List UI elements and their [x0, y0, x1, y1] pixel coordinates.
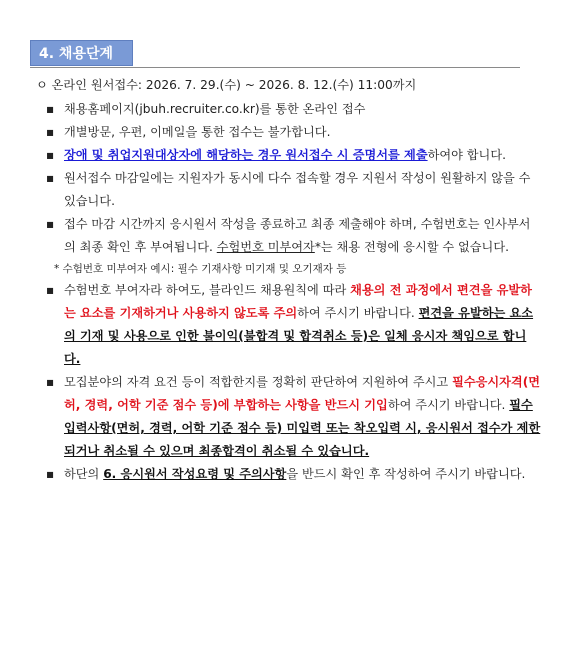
item-text: 을 반드시 확인 후 작성하여 주시기 바랍니다. — [286, 467, 526, 481]
list-item — [46, 279, 542, 371]
bullet-icon: ▪ — [46, 125, 55, 139]
bold-underlined-text: 필수입력사항(면허, 경력, 어학 기준 점수 등) 미입력 또는 착오입력 시, 응시원서 접수가 제한되거나 취소될 수 있으며 최종합격이 취소될 수 있습니다. — [64, 398, 541, 458]
bullet-icon: ▪ — [46, 375, 55, 389]
list-item — [46, 144, 542, 167]
warning-text: 필수응시자격(면허, 경력, 어학 기준 점수 등)에 부합하는 사항을 반드시 기입 — [64, 375, 541, 412]
list-item — [46, 167, 542, 213]
section-heading: 4. 채용단계 — [30, 40, 133, 66]
item-text: 원서접수 마감일에는 지원자가 동시에 다수 접속할 경우 지원서 작성이 원활하지 않을 수 있습니다. — [64, 171, 531, 208]
underlined-text: 수험번호 미부여자 — [216, 240, 315, 254]
item-text: 하여 주시기 바랍니다. — [297, 306, 419, 320]
bullet-icon: ▪ — [46, 148, 55, 162]
section-reference: 6. 응시원서 작성요령 및 주의사항 — [103, 467, 287, 481]
item-text: 하여 주시기 바랍니다. — [387, 398, 510, 412]
item-text: 채용홈페이지(jbuh.recruiter.co.kr)를 통한 온라인 접수 — [64, 102, 366, 116]
item-text: 개별방문, 우편, 이메일을 통한 접수는 불가합니다. — [64, 125, 331, 139]
item-text: 접수 마감 시간까지 응시원서 작성을 종료하고 최종 제출해야 하며, 수험번호는 인사부서의 최종 확인 후 부여됩니다. — [64, 217, 531, 254]
item-text: 하여야 합니다. — [427, 148, 506, 162]
emphasis-text: 장애 및 취업지원대상자에 해당하는 경우 원서접수 시 증명서를 제출 — [64, 148, 428, 162]
application-period: ㅇ 온라인 원서접수: 2026. 7. 29.(수) ~ 2026. 8. 12.(수) 11:00까지 — [36, 78, 417, 92]
list-item — [46, 371, 542, 463]
item-text: *는 채용 전형에 응시할 수 없습니다. — [314, 240, 509, 254]
list-item — [46, 463, 542, 486]
instruction-list — [46, 98, 542, 486]
item-text: 하단의 — [64, 467, 104, 481]
list-item — [46, 213, 542, 259]
warning-text: 채용의 전 과정에서 편견을 유발하는 요소를 기재하거나 사용하지 않도록 주의 — [64, 283, 532, 320]
item-text: 수험번호 부여자라 하여도, 블라인드 채용원칙에 따라 — [64, 283, 351, 297]
list-item — [46, 98, 542, 121]
list-item — [46, 121, 542, 144]
bullet-icon: ▪ — [46, 217, 55, 231]
bullet-icon: ▪ — [46, 102, 55, 116]
bullet-icon: ▪ — [46, 171, 55, 185]
bullet-icon: ▪ — [46, 467, 55, 481]
bullet-icon: ▪ — [46, 283, 55, 297]
item-text: 모집분야의 자격 요건 등이 적합한지를 정확히 판단하여 지원하여 주시고 — [64, 375, 453, 389]
heading-divider — [30, 67, 520, 68]
footnote: * 수험번호 미부여자 예시: 필수 기재사항 미기재 및 오기재자 등 — [54, 263, 347, 275]
bold-underlined-text: 편견을 유발하는 요소의 기재 및 사용으로 인한 불이익(불합격 및 합격취소 등)은 일체 응시자 책임으로 합니다. — [64, 306, 534, 366]
